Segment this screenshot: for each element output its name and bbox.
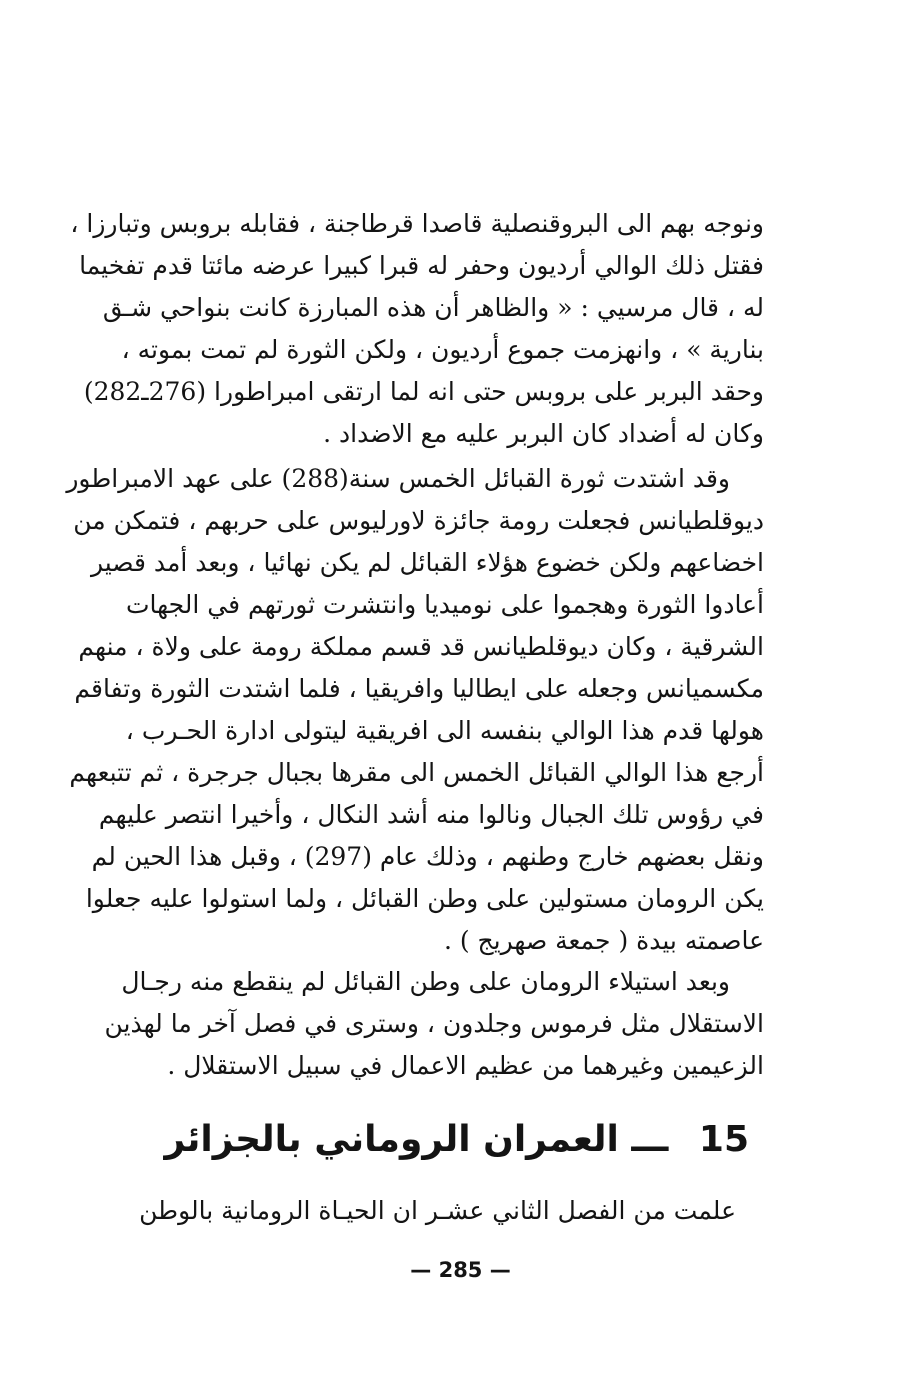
text-line: وقد اشتدت ثورة القبائل الخمس سنة(288) على عهد الامبراطور [66,464,730,493]
text-line: أرجع هذا الوالي القبائل الخمس الى مقرها بجبال جرجرة ، ثم تتبعهم [69,758,764,787]
text-line: وكان له أضداد كان البربر عليه مع الاضداد . [323,419,764,448]
section-dash: ـــ [631,1119,669,1160]
text-line: الزعيمين وغيرهما من عظيم الاعمال في سبيل الاستقلال . [167,1051,764,1080]
text-line: بنارية » ، وانهزمت جموع أرديون ، ولكن الثورة لم تمت بموته ، [121,335,764,364]
paragraph-2 [66,458,764,962]
text-line: فقتل ذلك الوالي أرديون وحفر له قبرا كبيرا عرضه مائتا قدم تفخيما [79,251,764,280]
text-line: ونوجه بهم الى البروقنصلية قاصدا قرطاجنة ، فقابله بروبس وتبارزا ، [70,209,764,238]
text-line: الاستقلال مثل فرموس وجلدون ، وسترى في فصل آخر ما لهذين [104,1009,764,1038]
text-line: مكسميانس وجعله على ايطاليا وافريقيا ، فلما اشتدت الثورة وتفاقم [74,674,764,703]
text-line: اخضاعهم ولكن خضوع هؤلاء القبائل لم يكن نهائيا ، وبعد أمد قصير [90,548,764,577]
section-number: 15 [698,1119,749,1160]
paragraph-3 [104,961,764,1087]
text-line: عاصمته بيدة ( جمعة صهريج ) . [443,926,764,955]
text-line: ديوقلطيانس فجعلت رومة جائزة لاورليوس على حربهم ، فتمكن من [73,506,764,535]
section-title: العمران الروماني بالجزائر [164,1119,619,1160]
text-line: في رؤوس تلك الجبال ونالوا منه أشد النكال ، وأخيرا انتصر عليهم [98,800,764,829]
text-line: أعادوا الثورة وهجموا على نوميديا وانتشرت ثورتهم في الجهات [125,590,764,619]
text-line: وحقد البربر على بروبس حتى انه لما ارتقى امبراطورا (276ـ282) [83,377,764,406]
page-number: — 285 — [410,1258,511,1282]
text-line: الشرقية ، وكان ديوقلطيانس قد قسم مملكة رومة على ولاة ، منهم [78,632,764,661]
text-line: ونقل بعضهم خارج وطنهم ، وذلك عام (297) ، وقبل هذا الحين لم [91,842,764,871]
text-line: له ، قال مرسيي : « والظاهر أن هذه المبارزة كانت بنواحي شـق [102,293,764,322]
text-line: هولها قدم هذا الوالي بنفسه الى افريقية ليتولى ادارة الحـرب ، [125,716,764,745]
paragraph-1 [70,203,764,455]
section-intro-line: علمت من الفصل الثاني عشـر ان الحيـاة الرومانية بالوطن [139,1196,736,1225]
text-line: وبعد استيلاء الرومان على وطن القبائل لم ينقطع منه رجـال [121,967,730,996]
section-heading [128,1110,749,1170]
text-line: يكن الرومان مستولين على وطن القبائل ، ولما استولوا عليه جعلوا [85,884,764,913]
